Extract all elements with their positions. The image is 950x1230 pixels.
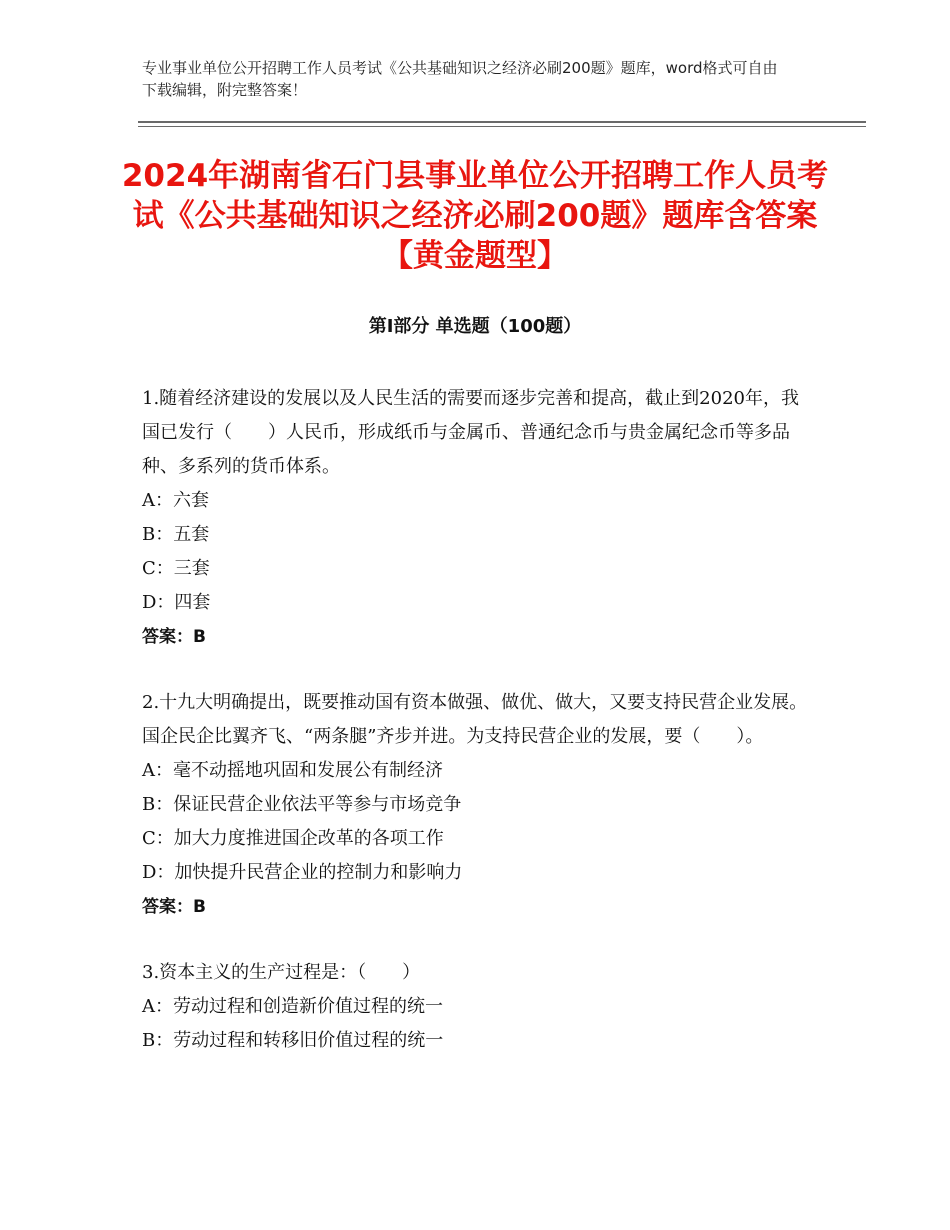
question-stem: 3.资本主义的生产过程是：（ ） <box>142 962 421 983</box>
question-stem: 2.十九大明确提出，既要推动国有资本做强、做优、做大，又要支持民营企业发展。国企民企比翼齐飞、“两条腿”齐步并进。为支持民营企业的发展，要（ ）。 <box>142 692 808 747</box>
option-a: A：劳动过程和创造新价值过程的统一 <box>142 996 443 1017</box>
header-note: 专业事业单位公开招聘工作人员考试《公共基础知识之经济必刷200题》题库，word格式可自由下载编辑，附完整答案！ <box>142 59 778 99</box>
option-a: A：六套 <box>142 490 209 511</box>
question-list <box>142 382 812 1090</box>
header-divider-thin <box>138 126 866 127</box>
option-b: B：劳动过程和转移旧价值过程的统一 <box>142 1030 444 1051</box>
option-a: A：毫不动摇地巩固和发展公有制经济 <box>142 760 443 781</box>
question-2 <box>142 686 812 924</box>
option-d: D：加快提升民营企业的控制力和影响力 <box>142 862 463 883</box>
question-1 <box>142 382 812 654</box>
option-b: B：保证民营企业依法平等参与市场竞争 <box>142 794 462 815</box>
option-d: D：四套 <box>142 592 211 613</box>
question-stem: 1.随着经济建设的发展以及人民生活的需要而逐步完善和提高，截止到2020年，我国已发行（ ）人民币，形成纸币与金属币、普通纪念币与贵金属纪念币等多品种、多系列的货币体系。 <box>142 388 799 477</box>
answer: 答案：B <box>142 897 206 917</box>
section-title: 第Ⅰ部分 单选题（100题） <box>368 316 582 337</box>
header-divider-thick <box>138 121 866 123</box>
option-b: B：五套 <box>142 524 210 545</box>
document-title: 2024年湖南省石门县事业单位公开招聘工作人员考试《公共基础知识之经济必刷200题》题库含答案【黄金题型】 <box>121 158 829 274</box>
option-c: C：三套 <box>142 558 210 579</box>
option-c: C：加大力度推进国企改革的各项工作 <box>142 828 444 849</box>
answer: 答案：B <box>142 627 206 647</box>
question-3 <box>142 956 812 1058</box>
